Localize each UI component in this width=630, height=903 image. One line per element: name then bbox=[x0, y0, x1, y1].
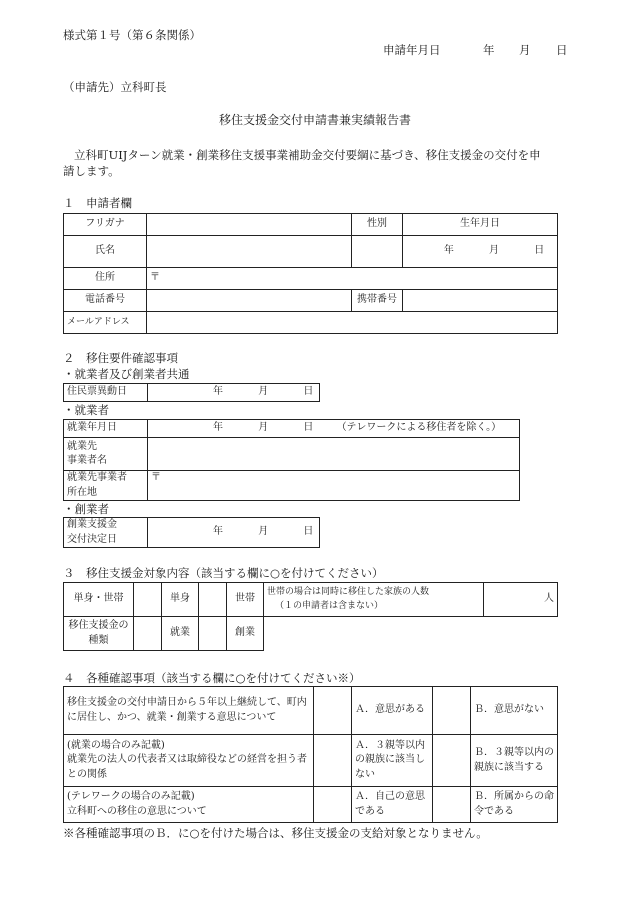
option-a-check[interactable] bbox=[314, 687, 352, 735]
employment-day: 日 bbox=[303, 422, 314, 434]
confirmation-question: (テレワークの場合のみ記載) 立科町への移住の意思について bbox=[64, 787, 314, 823]
section1-heading: １ 申請者欄 bbox=[63, 196, 132, 210]
option-a-check[interactable] bbox=[314, 787, 352, 823]
email-label: メールアドレス bbox=[64, 312, 147, 334]
confirmation-question: (就業の場合のみ記載) 就業先の法人の代表者又は取締役などの経営を担う者 との関係 bbox=[64, 735, 314, 787]
furigana-field[interactable] bbox=[147, 214, 352, 236]
section2-heading: ２ 移住要件確認事項 bbox=[63, 351, 178, 365]
resident-transfer-field[interactable] bbox=[148, 384, 320, 402]
birth-year: 年 bbox=[443, 245, 454, 257]
employment-month: 月 bbox=[258, 422, 269, 434]
single-check[interactable] bbox=[199, 583, 227, 617]
founder-table bbox=[63, 517, 320, 548]
confirmation-row bbox=[64, 735, 558, 787]
applicant-table bbox=[63, 213, 558, 334]
resident-transfer-label: 住民票異動日 bbox=[64, 384, 148, 402]
intro-line-2: 請します。 bbox=[63, 164, 120, 178]
form-number: 様式第１号（第６条関係） bbox=[63, 28, 201, 42]
confirmation-row bbox=[64, 787, 558, 823]
common-heading: ・就業者及び創業者共通 bbox=[63, 367, 190, 381]
transfer-day: 日 bbox=[303, 386, 314, 398]
option-a-label: Ａ．３親等以内 の親族に該当し ない bbox=[352, 735, 433, 787]
single-household-label: 単身・世帯 bbox=[64, 583, 134, 617]
founding-month: 月 bbox=[258, 526, 269, 538]
founding-check[interactable] bbox=[199, 617, 227, 651]
founding-decision-field[interactable] bbox=[148, 518, 320, 548]
transfer-month: 月 bbox=[258, 386, 269, 398]
postal-mark: 〒 bbox=[150, 272, 160, 284]
option-b-check[interactable] bbox=[433, 735, 471, 787]
employment-year: 年 bbox=[213, 422, 223, 434]
household-note: 世帯の場合は同時に移住した家族の人数 （１の申請者は含まない） bbox=[264, 583, 484, 617]
option-a-label: Ａ．自己の意思 である bbox=[352, 787, 433, 823]
address-field[interactable] bbox=[147, 268, 558, 290]
founding-day: 日 bbox=[303, 526, 314, 538]
employment-date-label: 就業年月日 bbox=[64, 420, 148, 438]
employment-label: 就業 bbox=[162, 617, 199, 651]
persons-unit: 人 bbox=[544, 593, 554, 605]
section4-heading: ４ 各種確認事項（該当する欄に○を付けてください※） bbox=[63, 671, 361, 685]
application-date-day: 日 bbox=[556, 43, 568, 57]
phone-field[interactable] bbox=[147, 290, 352, 312]
employer-postal-mark: 〒 bbox=[151, 472, 161, 483]
birthdate-label: 生年月日 bbox=[403, 214, 558, 236]
mobile-label: 携帯番号 bbox=[352, 290, 403, 312]
target-table bbox=[63, 582, 558, 651]
application-date-year: 年 bbox=[483, 43, 495, 57]
option-b-check[interactable] bbox=[433, 687, 471, 735]
application-date-label: 申請年月日 bbox=[383, 43, 441, 57]
birthdate-field[interactable] bbox=[403, 236, 558, 268]
name-field[interactable] bbox=[147, 236, 352, 268]
confirmation-row bbox=[64, 687, 558, 735]
support-type-label: 移住支援金の 種類 bbox=[64, 617, 134, 651]
email-field[interactable] bbox=[147, 312, 558, 334]
section3-heading: ３ 移住支援金対象内容（該当する欄に○を付けてください） bbox=[63, 566, 384, 580]
household-label: 世帯 bbox=[227, 583, 264, 617]
gender-field[interactable] bbox=[352, 236, 403, 268]
common-table bbox=[63, 383, 320, 402]
option-b-label: Ｂ．所属からの命 令である bbox=[471, 787, 558, 823]
intro-line-1: 立科町UIJターン就業・創業移住支援事業補助金交付要綱に基づき、移住支援金の交付を申 bbox=[74, 148, 541, 162]
option-b-label: Ｂ．意思がない bbox=[471, 687, 558, 735]
confirmation-table bbox=[63, 686, 558, 823]
employer-address-label: 就業先事業者 所在地 bbox=[64, 471, 148, 501]
founding-decision-label: 創業支援金 交付決定日 bbox=[64, 518, 148, 548]
household-count-field[interactable] bbox=[484, 583, 558, 617]
option-b-label: Ｂ．３親等以内の 親族に該当する bbox=[471, 735, 558, 787]
employment-check[interactable] bbox=[134, 617, 162, 651]
employee-heading: ・就業者 bbox=[63, 403, 109, 417]
founder-heading: ・創業者 bbox=[63, 502, 109, 516]
name-label: 氏名 bbox=[64, 236, 147, 268]
page-title: 移住支援金交付申請書兼実績報告書 bbox=[218, 113, 411, 127]
single-label: 単身 bbox=[162, 583, 199, 617]
gender-label: 性別 bbox=[352, 214, 403, 236]
employer-name-field[interactable] bbox=[148, 438, 520, 471]
transfer-year: 年 bbox=[213, 386, 223, 398]
footnote: ※各種確認事項のＢ．に○を付けた場合は、移住支援金の支給対象となりません。 bbox=[63, 826, 488, 840]
employer-address-field[interactable] bbox=[148, 471, 520, 501]
birth-day: 日 bbox=[534, 245, 545, 257]
application-date-month: 月 bbox=[519, 43, 531, 57]
phone-label: 電話番号 bbox=[64, 290, 147, 312]
employee-table bbox=[63, 419, 520, 501]
option-a-check[interactable] bbox=[314, 735, 352, 787]
telework-note: （テレワークによる移住者を除く。） bbox=[336, 422, 502, 434]
option-b-check[interactable] bbox=[433, 787, 471, 823]
birth-month: 月 bbox=[489, 245, 499, 257]
option-a-label: Ａ．意思がある bbox=[352, 687, 433, 735]
addressee: （申請先）立科町長 bbox=[63, 80, 167, 94]
confirmation-question: 移住支援金の交付申請日から５年以上継続して、町内 に居住し、かつ、就業・創業する意思について bbox=[64, 687, 314, 735]
founding-label: 創業 bbox=[227, 617, 264, 651]
mobile-field[interactable] bbox=[403, 290, 558, 312]
single-household-check[interactable] bbox=[134, 583, 162, 617]
employer-name-label: 就業先 事業者名 bbox=[64, 438, 148, 471]
employment-date-field[interactable] bbox=[148, 420, 520, 438]
address-label: 住所 bbox=[64, 268, 147, 290]
founding-year: 年 bbox=[213, 526, 223, 538]
furigana-label: フリガナ bbox=[64, 214, 147, 236]
